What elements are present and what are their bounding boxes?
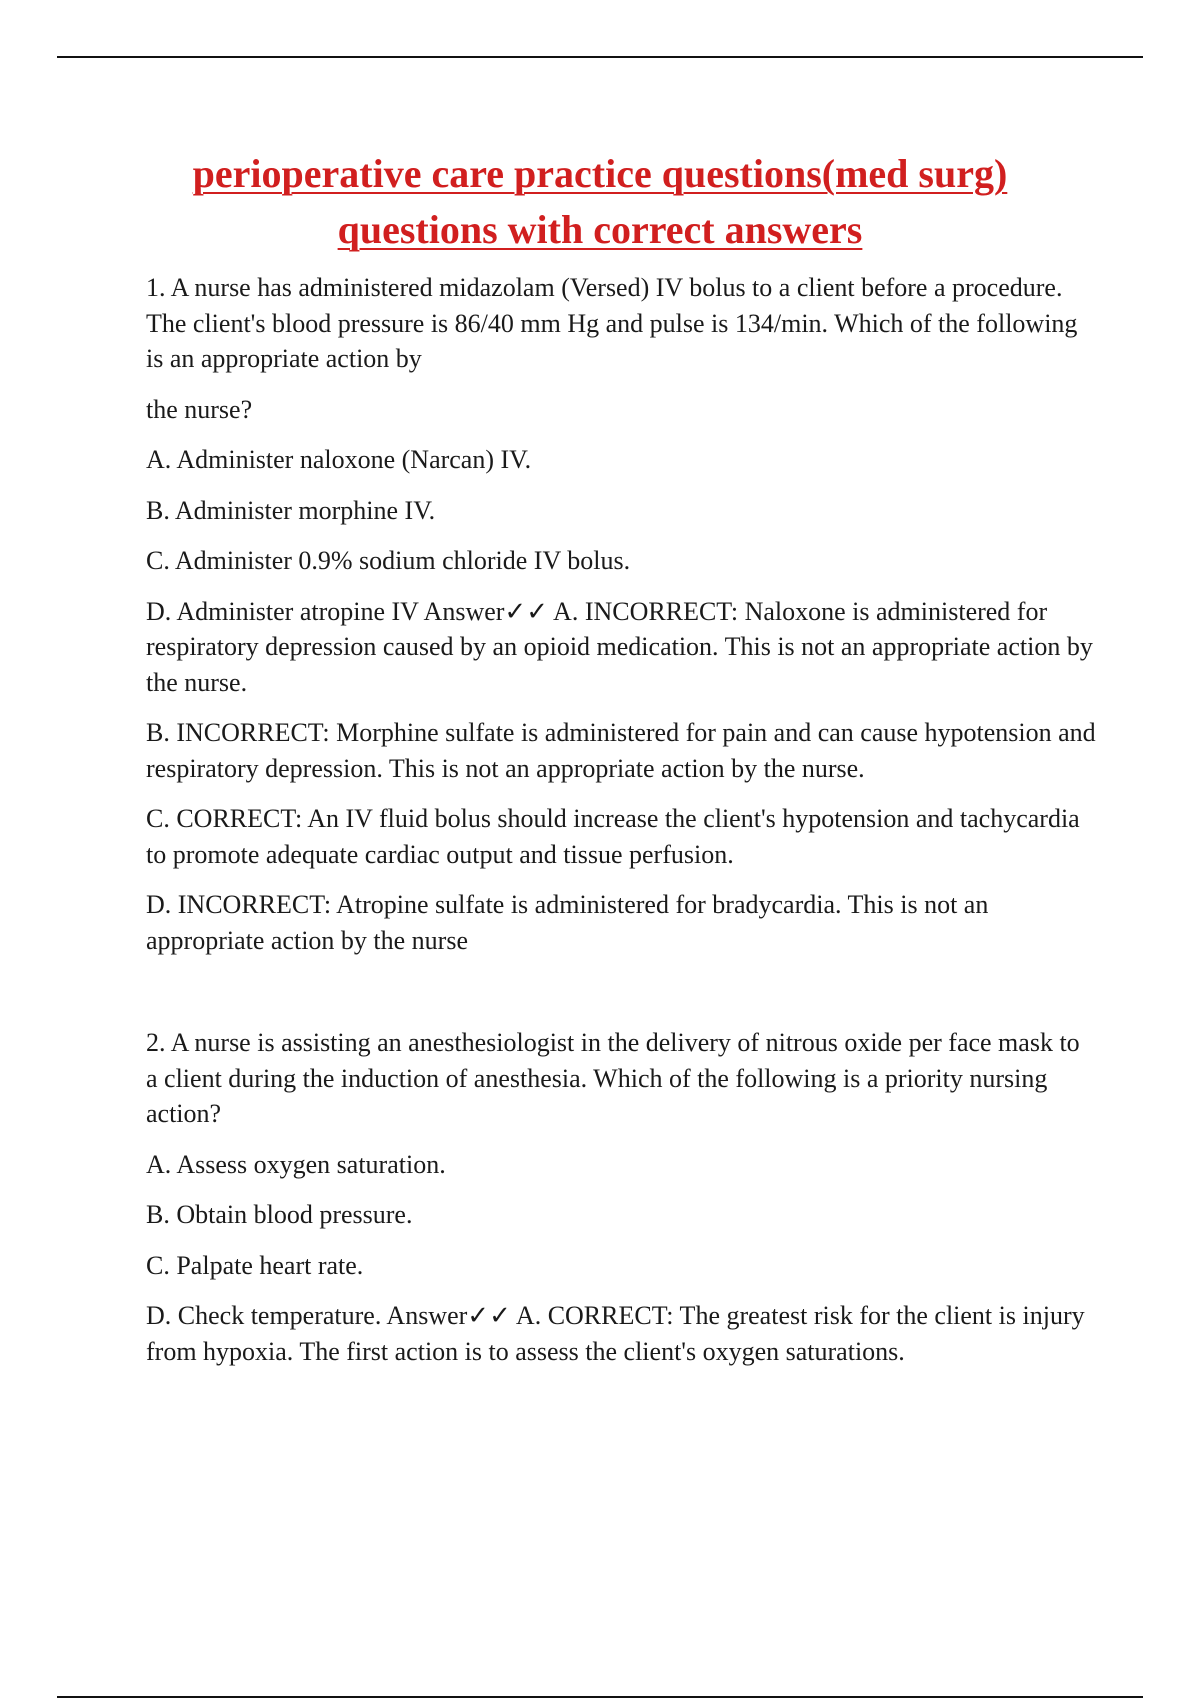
question-1-option-b: B. Administer morphine IV. [146,495,436,525]
document-title [100,146,1100,258]
question-2-option-d-answer: D. Check temperature. Answer✓✓ A. CORRECT: The greatest risk for the client is injury from hypoxia. The first action is to assess the client's oxygen saturations. [146,1301,1085,1366]
question-2-option-a: A. Assess oxygen saturation. [146,1149,446,1179]
question-1-rationale-d: D. INCORRECT: Atropine sulfate is administered for bradycardia. This is not an appropriate action by the nurse [146,890,989,955]
bottom-rule [57,1696,1143,1698]
question-2-option-b: B. Obtain blood pressure. [146,1200,413,1229]
title-line-1: perioperative care practice questions(med surg) [192,151,1008,196]
question-1-option-d-answer: D. Administer atropine IV Answer✓✓ A. INCORRECT: Naloxone is administered for respiratory depression caused by an opioid medication. This is not an appropriate action by the nurse. [146,596,1093,697]
title-line-2: questions with correct answers [337,207,863,252]
question-1-rationale-c: C. CORRECT: An IV fluid bolus should increase the client's hypotension and tachycardia to promote adequate cardiac output and tissue perfusion. [146,804,1080,869]
question-1-rationale-b: B. INCORRECT: Morphine sulfate is administered for pain and can cause hypotension and respiratory depression. This is not an appropriate action by the nurse. [146,718,1096,783]
document-body [146,270,1096,1384]
question-1-option-a: A. Administer naloxone (Narcan) IV. [146,445,532,474]
question-spacer [146,973,1096,1025]
question-2-option-c: C. Palpate heart rate. [146,1250,364,1280]
question-2-stem: 2. A nurse is assisting an anesthesiologist in the delivery of nitrous oxide per face mask to a client during the induction of anesthesia. Which of the following is a priority nursing action? [146,1028,1080,1128]
question-1-option-c: C. Administer 0.9% sodium chloride IV bolus. [146,546,631,575]
question-1-stem-continued: the nurse? [146,394,253,424]
question-1-stem: 1. A nurse has administered midazolam (Versed) IV bolus to a client before a procedure. The client's blood pressure is 86/40 mm Hg and pulse is 134/min. Which of the following is an appropriate action by [146,273,1078,373]
top-rule [57,56,1143,58]
